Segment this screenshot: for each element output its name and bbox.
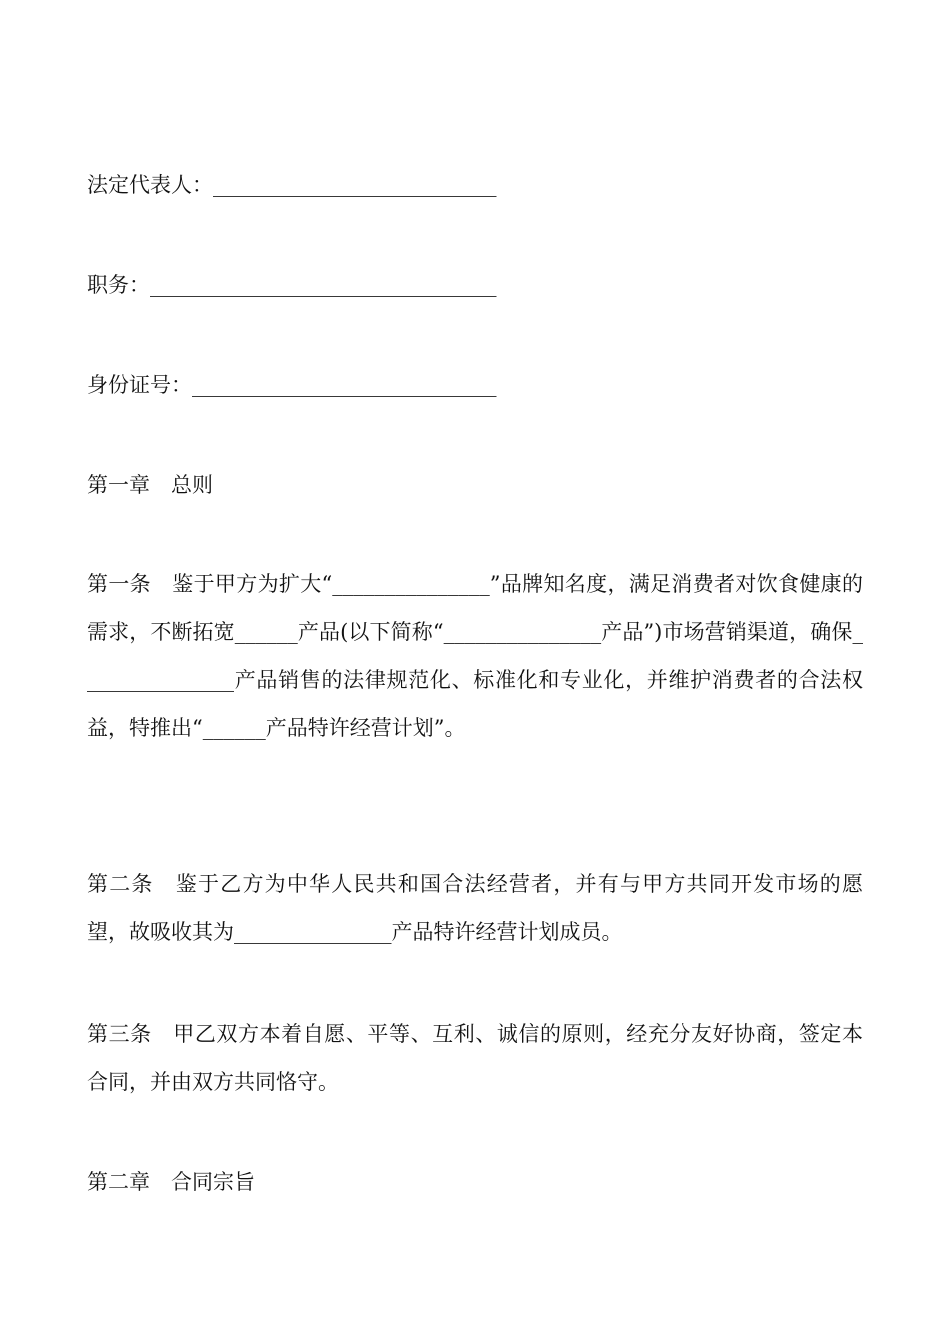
id-number-field: 身份证号：_____________________________ <box>87 373 497 397</box>
article-3-text: 第三条 甲乙双方本着自愿、平等、互利、诚信的原则，经充分友好协商，签定本合同，并由双方共同恪守。 <box>87 1022 863 1094</box>
article-1-text: 第一条 鉴于甲方为扩大“_______________”品牌知名度，满足消费者对饮食健康的需求，不断拓宽______产品(以下简称“_______________产品”)市场营销渠道，确保_______________产品销售的法律规范化、标准化和专业化，并维护消费者的合法权益，特推出“______产品特许经营计划”。 <box>87 572 863 740</box>
document-page <box>87 0 863 1344</box>
position-field: 职务：_________________________________ <box>87 273 497 297</box>
legal-representative-field: 法定代表人：___________________________ <box>87 173 497 197</box>
article-2-text: 第二条 鉴于乙方为中华人民共和国合法经营者，并有与甲方共同开发市场的愿望，故吸收其为_______________产品特许经营计划成员。 <box>87 872 863 944</box>
chapter-2-heading: 第二章 合同宗旨 <box>87 1170 255 1194</box>
article-1 <box>87 560 863 752</box>
chapter-1-heading: 第一章 总则 <box>87 473 213 497</box>
article-2 <box>87 860 863 956</box>
article-3 <box>87 1010 863 1106</box>
